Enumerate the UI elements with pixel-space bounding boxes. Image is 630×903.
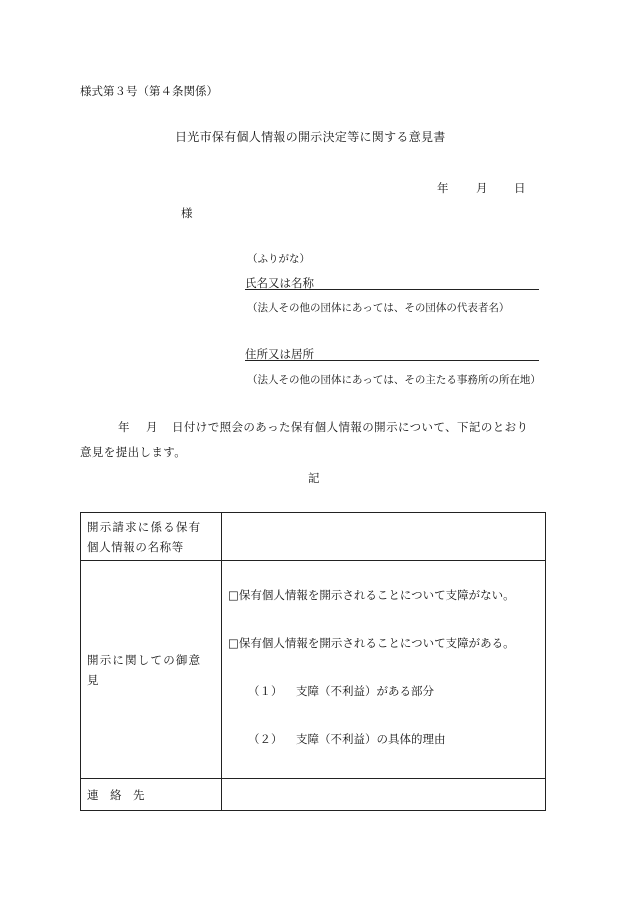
- contact-value-cell[interactable]: [222, 779, 546, 811]
- target-info-label-cell: [81, 513, 222, 561]
- date-month: 月: [476, 181, 488, 195]
- item1-number: （１）: [248, 684, 283, 698]
- target-info-label-line2: 個人情報の名称等: [87, 539, 184, 554]
- form-number: 様式第３号（第４条関係）: [80, 84, 218, 98]
- date-year: 年: [437, 181, 449, 195]
- opinion-option2-text: □保有個人情報を開示されることについて支障がある。: [228, 636, 515, 650]
- ki-heading: 記: [308, 471, 320, 485]
- target-info-value-cell[interactable]: [222, 513, 546, 561]
- address-label: 住所又は居所: [245, 347, 314, 361]
- intro-line2: 意見を提出します。: [80, 445, 187, 459]
- document-title: 日光市保有個人情報の開示決定等に関する意見書: [175, 130, 446, 144]
- opinion-option-problem[interactable]: [222, 623, 545, 671]
- target-info-label-line1: 開示請求に係る保有: [87, 519, 202, 534]
- contact-label: 連 絡 先: [87, 787, 145, 802]
- item2-number: （２）: [248, 732, 283, 746]
- opinion-option-no-problem[interactable]: [222, 575, 545, 623]
- address-underline: [245, 360, 539, 361]
- address-note: （法人その他の団体にあっては、その主たる事務所の所在地）: [247, 374, 541, 386]
- opinion-table: [80, 512, 546, 811]
- name-note: （法人その他の団体にあっては、その団体の代表者名）: [247, 302, 510, 314]
- opinion-label-cell: [81, 561, 222, 779]
- name-label: 氏名又は名称: [245, 276, 314, 290]
- opinion-label-line2: 見: [87, 672, 99, 687]
- contact-label-cell: [81, 779, 222, 811]
- intro-line1: 日付けで照会のあった保有個人情報の開示について、下記のとおり: [172, 420, 529, 434]
- problem-part-item: [222, 671, 545, 719]
- addressee-honorific: 様: [181, 206, 193, 220]
- intro-month: 月: [146, 420, 158, 434]
- opinion-option1-text: □保有個人情報を開示されることについて支障がない。: [228, 588, 515, 602]
- item2-text: 支障（不利益）の具体的理由: [296, 732, 446, 746]
- opinion-label-line1: 開示に関しての御意: [87, 652, 202, 667]
- name-underline: [245, 289, 539, 290]
- date-day: 日: [514, 181, 526, 195]
- opinion-value-cell: [222, 561, 546, 779]
- item1-text: 支障（不利益）がある部分: [296, 684, 434, 698]
- problem-reason-item: [222, 719, 545, 767]
- intro-year: 年: [118, 420, 130, 434]
- furigana-label: （ふりがな）: [247, 253, 310, 265]
